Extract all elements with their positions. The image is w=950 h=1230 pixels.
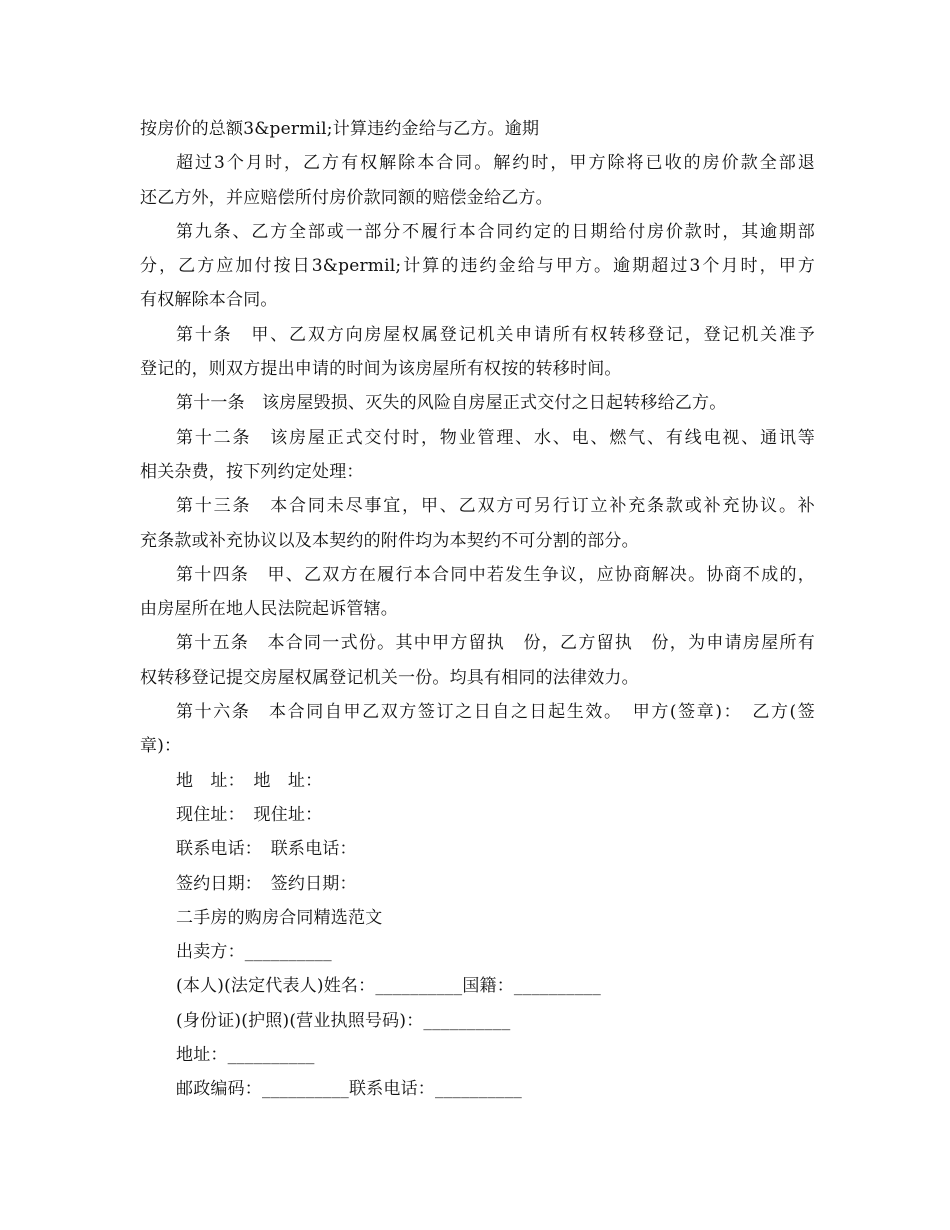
text-line: 第十一条 该房屋毁损、灭失的风险自房屋正式交付之日起转移给乙方。: [176, 393, 727, 414]
text-line: 由房屋所在地人民法院起诉管辖。: [140, 599, 398, 620]
text-line: 相关杂费，按下列约定处理：: [140, 461, 364, 482]
form-field-seller: 出卖方：__________: [176, 942, 332, 963]
text-line: 签约日期： 签约日期：: [176, 873, 357, 894]
text-line: 第十三条 本合同未尽事宜，甲、乙双方可另行订立补充条款或补充协议。补: [176, 496, 815, 517]
form-field-address: 地址：__________: [176, 1045, 315, 1066]
form-field-postcode-phone: 邮政编码：__________联系电话：__________: [176, 1079, 522, 1100]
text-line: 分，乙方应加付按日3&permil;计算的违约金给与甲方。逾期超过3个月时，甲方: [140, 256, 815, 277]
text-line: 第十条 甲、乙双方向房屋权属登记机关申请所有权转移登记，登记机关准予: [176, 324, 815, 345]
text-line: 地 址： 地 址：: [176, 770, 323, 791]
text-line: 还乙方外，并应赔偿所付房价款同额的赔偿金给乙方。: [140, 187, 553, 208]
text-line: 超过3个月时，乙方有权解除本合同。解约时，甲方除将已收的房价款全部退: [176, 153, 815, 174]
form-field-name-nationality: (本人)(法定代表人)姓名：__________国籍：__________: [176, 976, 601, 997]
text-line: 第十五条 本合同一式份。其中甲方留执 份，乙方留执 份，为申请房屋所有: [176, 633, 815, 654]
text-line: 第十二条 该房屋正式交付时，物业管理、水、电、燃气、有线电视、通讯等: [176, 427, 815, 448]
text-line: 有权解除本合同。: [140, 290, 278, 311]
text-line: 联系电话： 联系电话：: [176, 839, 357, 860]
contract-text: [140, 112, 815, 1107]
text-line: 章)：: [140, 736, 182, 757]
text-line: 第十四条 甲、乙双方在履行本合同中若发生争议，应协商解决。协商不成的，: [176, 564, 815, 585]
text-line: 第十六条 本合同自甲乙双方签订之日自之日起生效。 甲方(签章)： 乙方(签: [176, 702, 815, 723]
text-line: 按房价的总额3&permil;计算违约金给与乙方。逾期: [140, 119, 540, 139]
text-line: 充条款或补充协议以及本契约的附件均为本契约不可分割的部分。: [140, 530, 639, 551]
text-line: 第九条、乙方全部或一部分不履行本合同约定的日期给付房价款时，其逾期部: [176, 221, 815, 242]
text-line: 权转移登记提交房屋权属登记机关一份。均具有相同的法律效力。: [140, 667, 639, 688]
text-line: 登记的，则双方提出申请的时间为该房屋所有权按的转移时间。: [140, 359, 622, 380]
text-line: 现住址： 现住址：: [176, 804, 323, 825]
section-heading: 二手房的购房合同精选范文: [176, 907, 383, 928]
form-field-id-number: (身份证)(护照)(营业执照号码)：__________: [176, 1010, 511, 1031]
